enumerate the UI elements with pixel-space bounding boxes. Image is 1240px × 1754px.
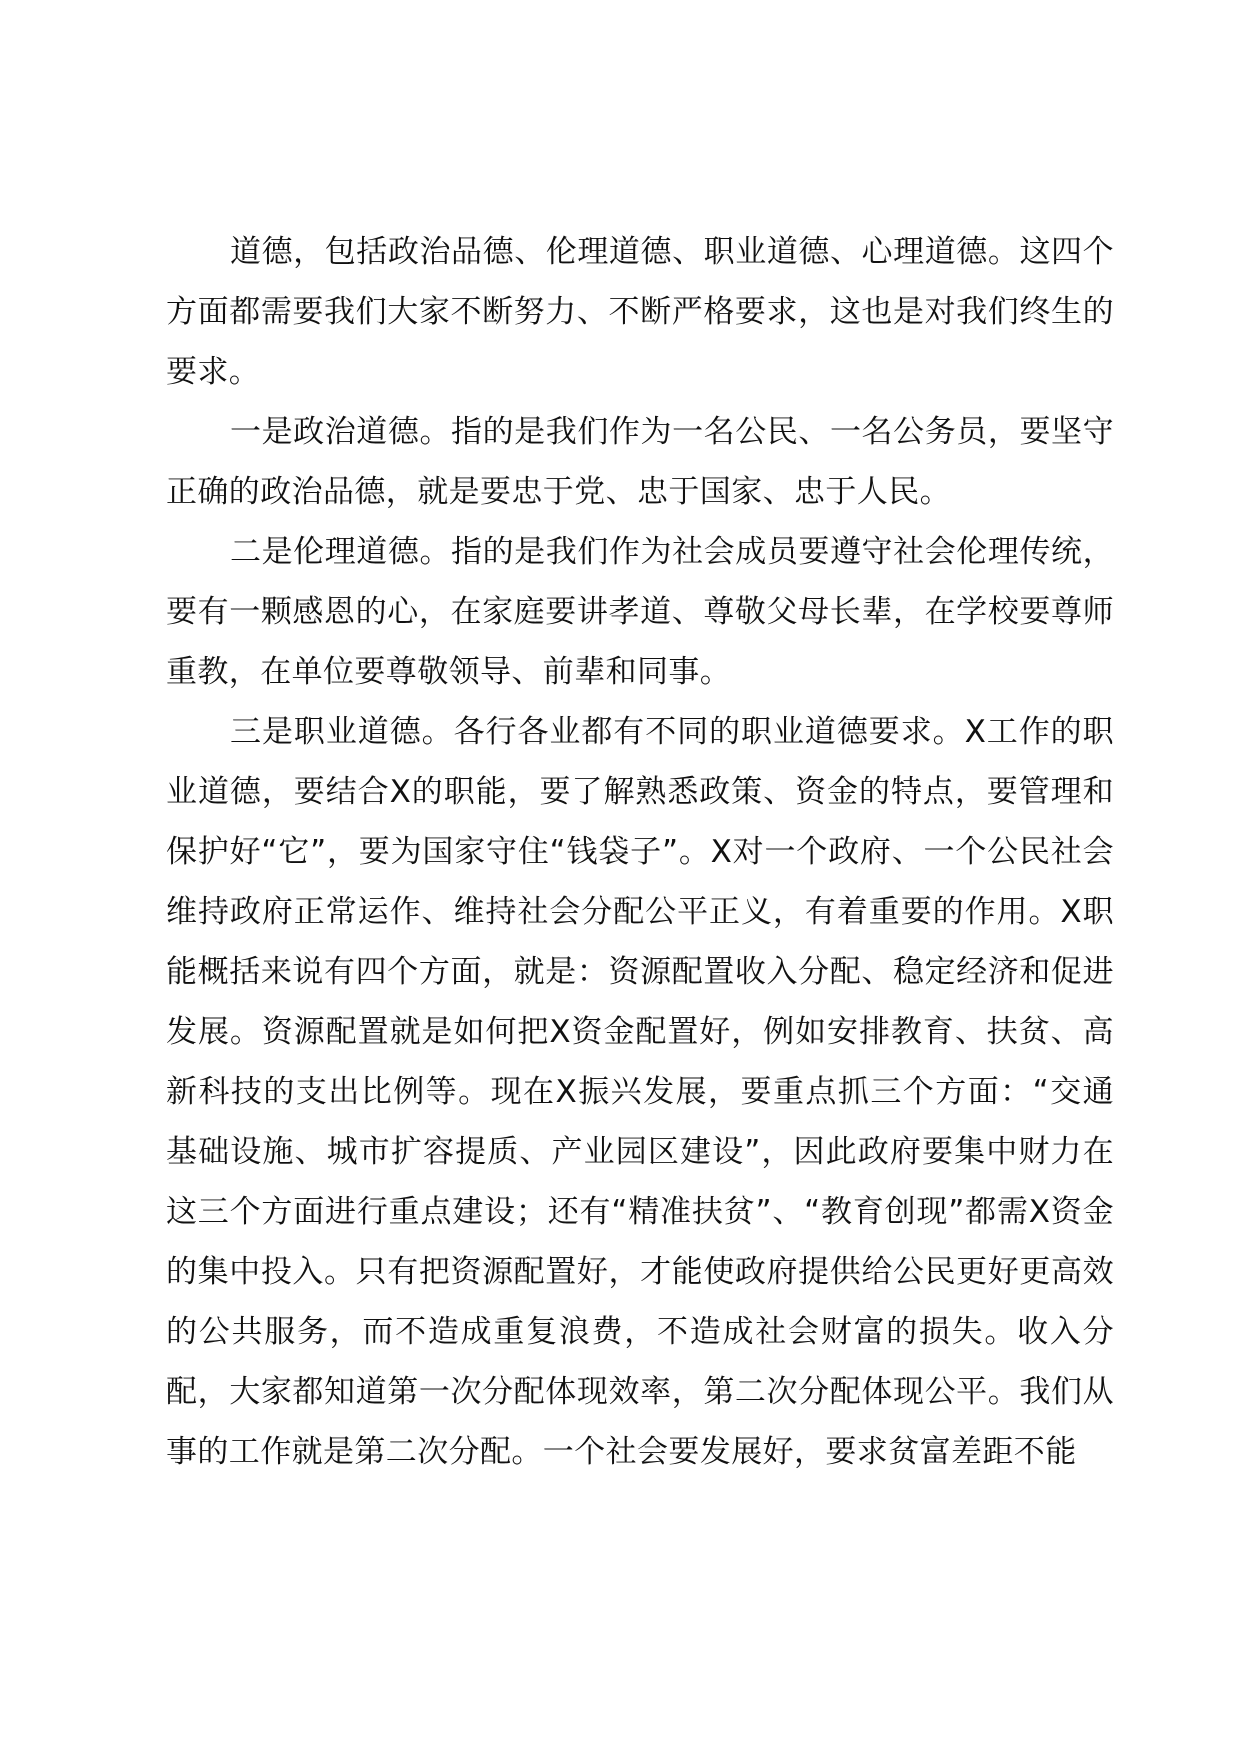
paragraph-morality-intro: 道德，包括政治品德、伦理道德、职业道德、心理道德。这四个方面都需要我们大家不断努力、不断严格要求，这也是对我们终生的要求。	[166, 234, 1114, 390]
paragraph-political-morality: 一是政治道德。指的是我们作为一名公民、一名公务员，要坚守正确的政治品德，就是要忠于党、忠于国家、忠于人民。	[166, 414, 1114, 510]
document-body	[166, 222, 1114, 1482]
paragraph-ethical-morality: 二是伦理道德。指的是我们作为社会成员要遵守社会伦理传统，要有一颗感恩的心，在家庭要讲孝道、尊敬父母长辈，在学校要尊师重教，在单位要尊敬领导、前辈和同事。	[166, 534, 1114, 690]
paragraph-professional-morality: 三是职业道德。各行各业都有不同的职业道德要求。X工作的职业道德，要结合X的职能，要了解熟悉政策、资金的特点，要管理和保护好“它”，要为国家守住“钱袋子”。X对一个政府、一个公民社会维持政府正常运作、维持社会分配公平正义，有着重要的作用。X职能概括来说有四个方面，就是：资源配置收入分配、稳定经济和促进发展。资源配置就是如何把X资金配置好，例如安排教育、扶贫、高新科技的支出比例等。现在X振兴发展，要重点抓三个方面：“交通基础设施、城市扩容提质、产业园区建设”，因此政府要集中财力在这三个方面进行重点建设；还有“精准扶贫”、“教育创现”都需X资金的集中投入。只有把资源配置好，才能使政府提供给公民更好更高效的公共服务，而不造成重复浪费，不造成社会财富的损失。收入分配，大家都知道第一次分配体现效率，第二次分配体现公平。我们从事的工作就是第二次分配。一个社会要发展好，要求贫富差距不能	[166, 714, 1114, 1470]
